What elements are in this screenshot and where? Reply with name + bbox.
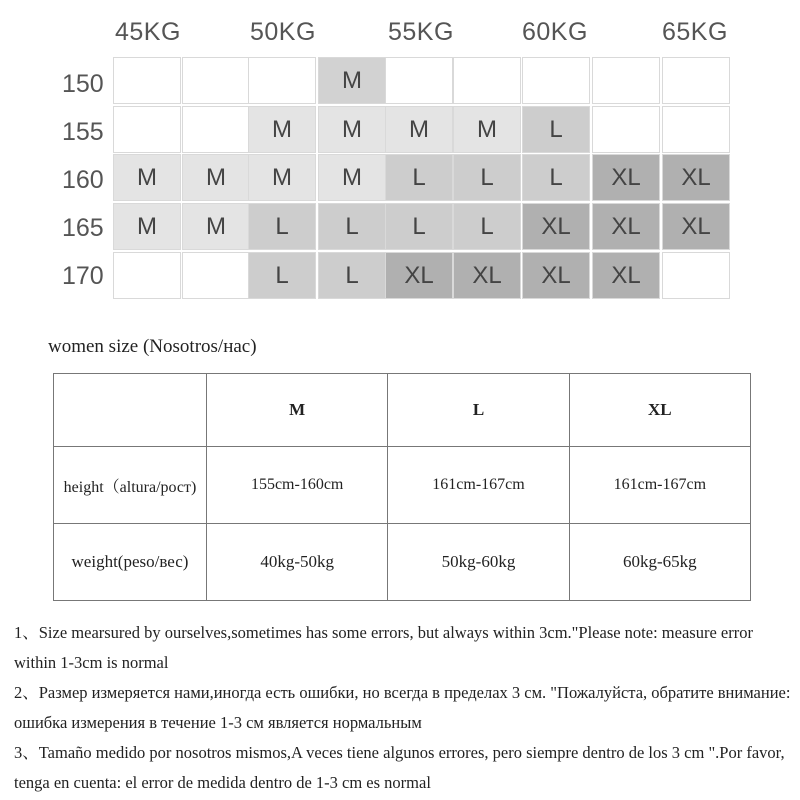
grid-cell: M bbox=[182, 203, 250, 250]
row-label-height: height（altura/рост) bbox=[54, 447, 207, 524]
grid-cell bbox=[182, 252, 250, 299]
grid-cell: M bbox=[113, 154, 181, 201]
size-grid-chart bbox=[0, 0, 800, 310]
grid-cell: XL bbox=[453, 252, 521, 299]
grid-cell bbox=[113, 106, 181, 153]
column-header-l: L bbox=[388, 374, 569, 447]
note-russian: 2、Размер измеряется нами,иногда есть ошибки, но всегда в пределах 3 см. "Пожалуйста, обратите внимание: ошибка измерения в течение 1-3 см является нормальным bbox=[14, 683, 791, 732]
table-row-height bbox=[54, 447, 751, 524]
grid-cell bbox=[522, 57, 590, 104]
grid-cell: XL bbox=[385, 252, 453, 299]
height-label: 160 bbox=[62, 166, 104, 194]
grid-cell bbox=[182, 57, 250, 104]
grid-cell: L bbox=[453, 203, 521, 250]
height-label: 150 bbox=[62, 70, 104, 98]
grid-cell: L bbox=[248, 203, 316, 250]
grid-cell: XL bbox=[522, 203, 590, 250]
table-cell: 161cm-167cm bbox=[388, 447, 569, 524]
weight-label: 55KG bbox=[388, 18, 454, 46]
grid-cell: M bbox=[182, 154, 250, 201]
grid-cell bbox=[182, 106, 250, 153]
grid-cell: L bbox=[385, 154, 453, 201]
weight-label: 60KG bbox=[522, 18, 588, 46]
table-cell: 60kg-65kg bbox=[569, 524, 750, 601]
height-label: 155 bbox=[62, 118, 104, 146]
grid-cell: M bbox=[318, 57, 386, 104]
grid-cell: XL bbox=[522, 252, 590, 299]
grid-cell: L bbox=[248, 252, 316, 299]
grid-cell: L bbox=[318, 252, 386, 299]
grid-cell: L bbox=[453, 154, 521, 201]
grid-cell: M bbox=[248, 154, 316, 201]
note-english: 1、Size mearsured by ourselves,sometimes has some errors, but always within 3cm."Please note: measure error within 1-3cm is normal bbox=[14, 623, 753, 672]
grid-cell bbox=[248, 57, 316, 104]
table-row-weight bbox=[54, 524, 751, 601]
size-table bbox=[53, 373, 751, 601]
grid-cell: L bbox=[522, 154, 590, 201]
grid-cell bbox=[453, 57, 521, 104]
column-header-m: M bbox=[207, 374, 388, 447]
grid-cell bbox=[662, 252, 730, 299]
grid-cell bbox=[113, 57, 181, 104]
table-corner-cell bbox=[54, 374, 207, 447]
column-header-xl: XL bbox=[569, 374, 750, 447]
grid-cell: M bbox=[318, 106, 386, 153]
grid-cell bbox=[662, 106, 730, 153]
row-label-weight: weight(peso/вес) bbox=[54, 524, 207, 601]
weight-label: 50KG bbox=[250, 18, 316, 46]
table-cell: 50kg-60kg bbox=[388, 524, 569, 601]
grid-cell: XL bbox=[662, 203, 730, 250]
note-spanish: 3、Tamaño medido por nosotros mismos,A veces tiene algunos errores, pero siempre dentro de los 3 cm ".Por favor, tenga en cuenta: el error de medida dentro de 1-3 cm es normal bbox=[14, 743, 785, 792]
grid-cell: M bbox=[385, 106, 453, 153]
grid-cell bbox=[592, 57, 660, 104]
table-header-row bbox=[54, 374, 751, 447]
grid-cell: M bbox=[453, 106, 521, 153]
height-label: 165 bbox=[62, 214, 104, 242]
grid-cell: L bbox=[522, 106, 590, 153]
weight-label: 65KG bbox=[662, 18, 728, 46]
grid-cell: M bbox=[113, 203, 181, 250]
grid-cell: XL bbox=[662, 154, 730, 201]
notes bbox=[14, 618, 794, 798]
grid-cell bbox=[385, 57, 453, 104]
table-cell: 40kg-50kg bbox=[207, 524, 388, 601]
grid-cell: L bbox=[318, 203, 386, 250]
height-label: 170 bbox=[62, 262, 104, 290]
grid-cell: M bbox=[318, 154, 386, 201]
grid-cell bbox=[662, 57, 730, 104]
grid-cell bbox=[592, 106, 660, 153]
weight-label: 45KG bbox=[115, 18, 181, 46]
table-cell: 155cm-160cm bbox=[207, 447, 388, 524]
table-cell: 161cm-167cm bbox=[569, 447, 750, 524]
grid-cell bbox=[113, 252, 181, 299]
grid-cell: XL bbox=[592, 252, 660, 299]
size-table-title: women size (Nosotros/нас) bbox=[48, 336, 257, 357]
grid-cell: XL bbox=[592, 203, 660, 250]
grid-cell: M bbox=[248, 106, 316, 153]
grid-cell: L bbox=[385, 203, 453, 250]
grid-cell: XL bbox=[592, 154, 660, 201]
